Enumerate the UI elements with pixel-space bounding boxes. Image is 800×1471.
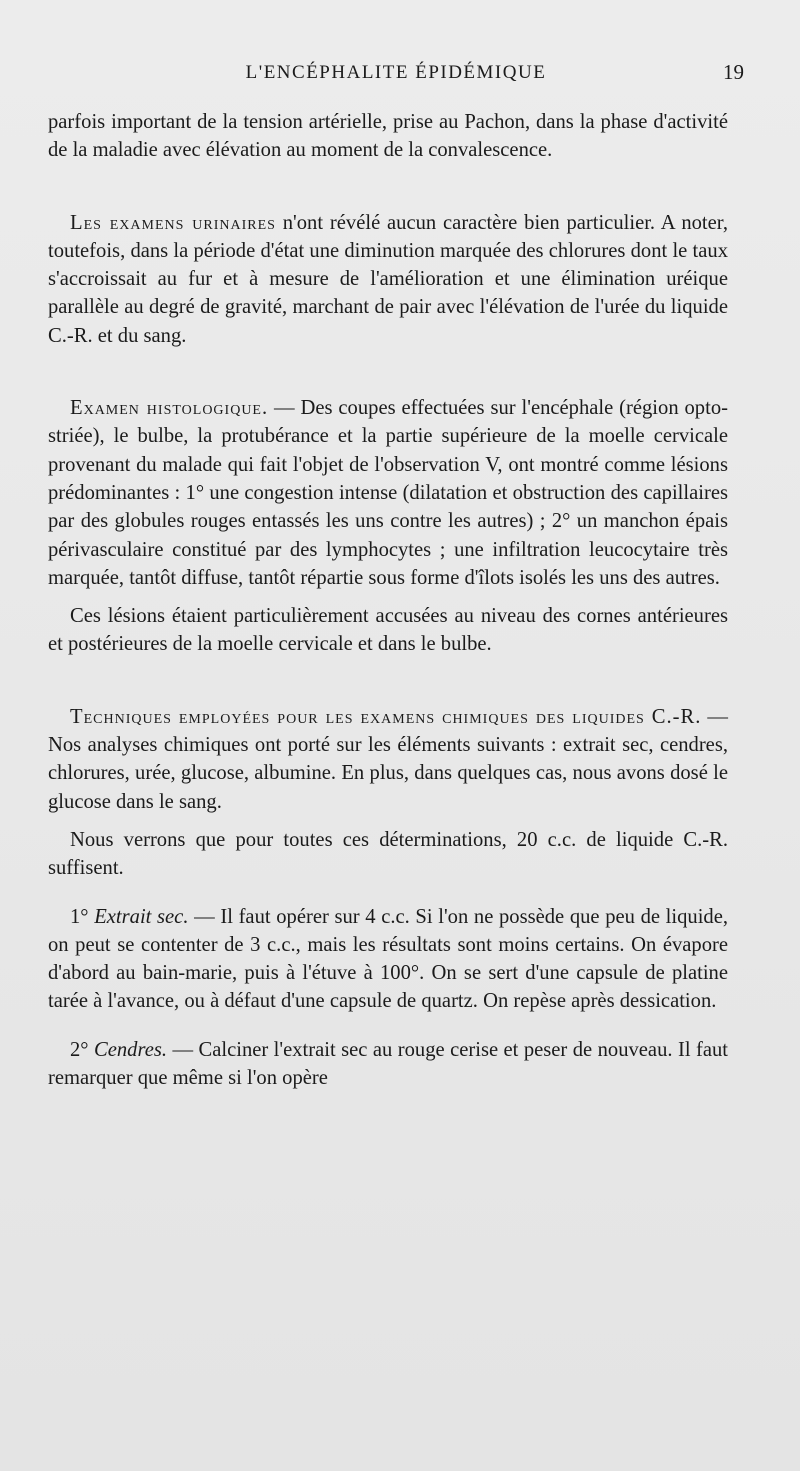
paragraph-text: — Calciner l'extrait sec au rouge cerise et peser de nouveau. Il faut remarquer que même si l'on opère [48,1038,728,1090]
paragraph-urinary-exams [48,209,728,350]
paragraph-histology [48,394,728,592]
paragraph-dry-extract [48,903,728,1016]
body-text [48,108,728,1092]
item-number: 2° [70,1038,94,1061]
paragraph-ashes [48,1036,728,1093]
page-number: 19 [723,60,744,84]
item-heading-dry-extract: Extrait sec. [94,905,189,928]
section-heading-urinary-exams: Les examens urinaires [70,211,276,234]
paragraph-blood-pressure: parfois important de la tension artérielle, prise au Pachon, dans la phase d'activité de la maladie avec élévation au moment de la convalescence. [48,111,728,162]
item-heading-ashes: Cendres. [93,1038,168,1061]
section-heading-histology: Examen histologique. [70,397,269,420]
paragraph-text: — Des coupes effectuées sur l'encéphale (région opto-striée), le bulbe, la protubérance et la partie supérieure de la moelle cervicale provenant du malade qui fait l'objet de l'observation V, ont montré comme lésions prédominantes : 1° une congestion intense (dilatation et obstruction des capillaires par des globules rouges entassés les uns contre les autres) ; 2° un manchon épais périvasculaire constitué par des lymphocytes ; une infiltration leucocytaire très marquée, tantôt diffuse, tantôt répartie sous forme d'îlots isolés les uns des autres. [48,397,728,589]
paragraph-text: n'ont révélé aucun caractère bien particulier. A noter, toutefois, dans la période d'état une diminution marquée des chlorures dont le taux s'accroissait au fur et à mesure de l'amélioration et une élimination uréique parallèle au degré de gravité, marchant de pair avec l'élévation de l'urée du liquide C.-R. et du sang. [48,211,728,347]
paragraph-text: — Il faut opérer sur 4 c.c. Si l'on ne possède que peu de liquide, on peut se contenter de 3 c.c., mais les résultats sont moins certains. On évapore d'abord au bain-marie, puis à l'étuve à 100°. On se sert d'une capsule de platine tarée à l'avance, ou à défaut d'une capsule de quartz. On repèse après dessication. [48,905,728,1013]
item-number: 1° [70,905,95,928]
paragraph-chemical-techniques [48,703,728,816]
paragraph-lesions: Ces lésions étaient particulièrement accusées au niveau des cornes antérieures et postérieures de la moelle cervicale et dans le bulbe. [48,605,728,656]
paragraph-volume: Nous verrons que pour toutes ces déterminations, 20 c.c. de liquide C.-R. suffisent. [48,828,728,880]
running-title: L'ENCÉPHALITE ÉPIDÉMIQUE [245,62,547,83]
section-heading-chemical-techniques: Techniques employées pour les examens chimiques des liquides C.-R. [70,705,702,728]
running-head [48,56,744,92]
paragraph-text: — Nos analyses chimiques ont porté sur les éléments suivants : extrait sec, cendres, chlorures, urée, glucose, albumine. En plus, dans quelques cas, nous avons dosé le glucose dans le sang. [48,705,728,813]
